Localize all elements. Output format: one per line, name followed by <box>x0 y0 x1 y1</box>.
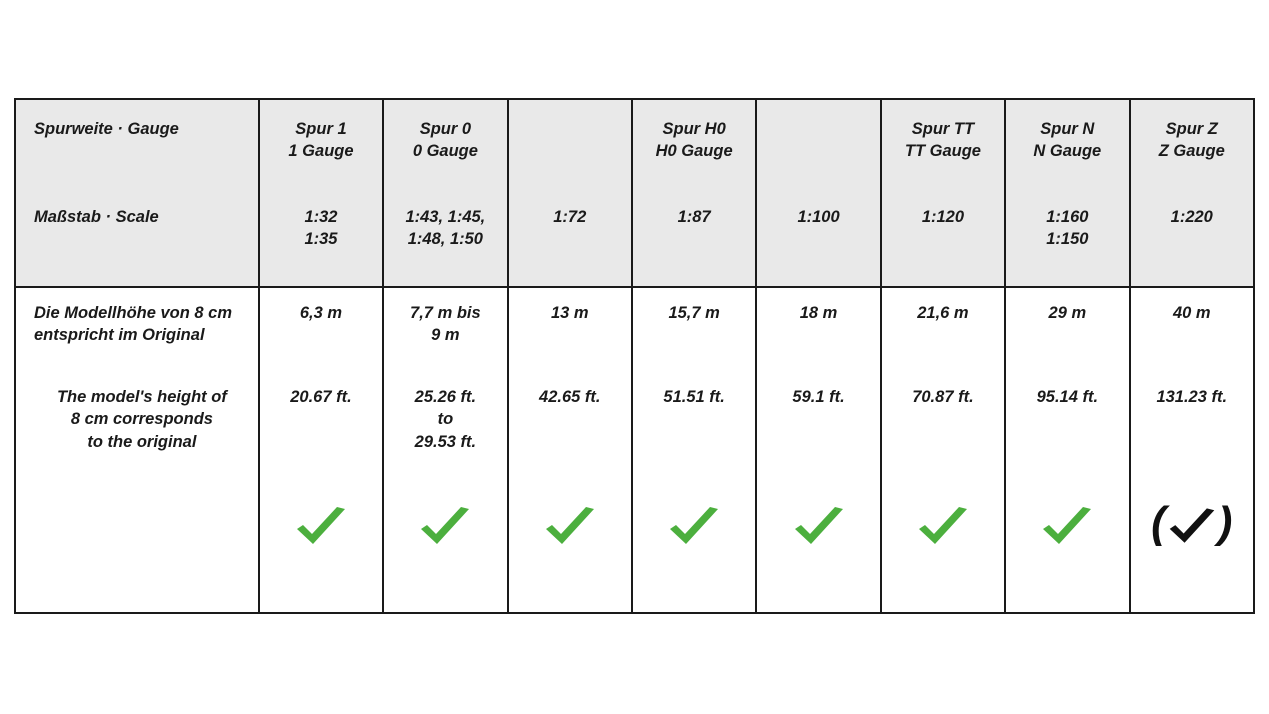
left-parenthesis: ( <box>1151 498 1166 547</box>
body-metric-2-line-1: 7,7 m bis <box>410 304 481 322</box>
body-imperial-2 <box>415 386 476 496</box>
header-gauge-name-de-6: Spur TT <box>911 120 975 138</box>
header-scale-values-7 <box>1046 206 1088 251</box>
header-gauge-names-7 <box>1033 118 1101 176</box>
header-gauge-name-de-2: Spur 0 <box>419 120 472 138</box>
body-cell-scale-1-100 <box>756 287 880 613</box>
header-gauge-name-de-1: Spur 1 <box>295 120 347 138</box>
body-metric-3 <box>551 302 589 386</box>
body-imperial-3 <box>539 386 600 496</box>
header-gauge-names-2 <box>413 118 478 176</box>
checkmark-green-icon-7 <box>1039 498 1095 556</box>
body-cell-gauge-h0 <box>632 287 756 613</box>
body-metric-4-line-1: 15,7 m <box>668 304 720 322</box>
header-cell-gauge-h0 <box>632 99 756 287</box>
header-scale-values-3 <box>553 206 586 228</box>
table-body-row <box>15 287 1254 613</box>
header-gauge-name-en-6: TT Gauge <box>904 142 981 161</box>
header-scale-line-2-1: 1:43, 1:45, <box>405 208 486 226</box>
header-scale-line-2-2: 1:48, 1:50 <box>407 230 483 249</box>
header-cell-scale-1-100 <box>756 99 880 287</box>
header-gauge-names-1 <box>288 118 353 176</box>
header-scale-line-1-1: 1:32 <box>304 208 338 226</box>
body-metric-4 <box>668 302 719 386</box>
header-scale-label: Maßstab · Scale <box>34 208 159 226</box>
body-imperial-7 <box>1037 386 1098 496</box>
body-label-de-line-2: entspricht im Original <box>34 326 205 345</box>
header-cell-gauge-0 <box>383 99 507 287</box>
header-cell-gauge-1 <box>259 99 383 287</box>
checkmark-black-parenthesized-icon-8 <box>1151 498 1232 556</box>
body-imperial-7-line-1: 95.14 ft. <box>1036 388 1099 406</box>
body-cell-gauge-z <box>1130 287 1254 613</box>
header-gauge-name-de-8: Spur Z <box>1165 120 1218 138</box>
body-imperial-1 <box>290 386 351 496</box>
header-cell-gauge-z <box>1130 99 1254 287</box>
body-cell-gauge-1 <box>259 287 383 613</box>
checkmark-green-icon-3 <box>542 498 598 556</box>
body-imperial-2-line-1: 25.26 ft. <box>414 388 477 406</box>
body-imperial-1-line-1: 20.67 ft. <box>290 388 352 406</box>
header-scale-values-2 <box>405 206 485 251</box>
body-imperial-8-line-1: 131.23 ft. <box>1156 388 1228 406</box>
body-label-de <box>34 302 232 386</box>
body-imperial-4 <box>663 386 724 496</box>
body-cell-gauge-n <box>1005 287 1129 613</box>
body-metric-5 <box>800 302 838 386</box>
body-metric-7-line-1: 29 m <box>1048 304 1087 322</box>
checkmark-black-icon <box>1166 506 1218 548</box>
body-metric-2-line-2: 9 m <box>431 326 460 345</box>
checkmark-green-icon-5 <box>791 498 847 556</box>
body-cell-gauge-0 <box>383 287 507 613</box>
body-label-en-line-3: to the original <box>87 432 197 451</box>
header-gauge-name-en-8: Z Gauge <box>1158 142 1225 161</box>
body-imperial-5-line-1: 59.1 ft. <box>792 388 845 406</box>
header-cell-gauge-tt <box>881 99 1005 287</box>
body-metric-6 <box>917 302 968 386</box>
body-label-de-line-1: Die Modellhöhe von 8 cm <box>34 304 233 322</box>
body-metric-8-line-1: 40 m <box>1172 304 1211 322</box>
body-cell-scale-1-72 <box>508 287 632 613</box>
gauge-scale-table <box>14 98 1255 614</box>
header-gauge-label: Spurweite · Gauge <box>34 120 179 138</box>
body-imperial-8 <box>1156 386 1227 496</box>
header-scale-line-1-2: 1:35 <box>304 230 338 249</box>
body-label-en-line-2: 8 cm corresponds <box>70 410 213 429</box>
header-gauge-name-en-7: N Gauge <box>1033 142 1102 161</box>
body-imperial-4-line-1: 51.51 ft. <box>663 388 725 406</box>
header-scale-values-4 <box>678 206 711 228</box>
body-imperial-5 <box>792 386 844 496</box>
checkmark-green-icon-1 <box>293 498 349 556</box>
body-imperial-3-line-1: 42.65 ft. <box>539 388 601 406</box>
checkmark-green-icon-2 <box>417 498 473 556</box>
header-gauge-names-4 <box>656 118 733 176</box>
body-cell-gauge-tt <box>881 287 1005 613</box>
header-gauge-names-8 <box>1159 118 1225 176</box>
body-metric-7 <box>1049 302 1087 386</box>
body-metric-3-line-1: 13 m <box>550 304 589 322</box>
header-cell-gauge-n <box>1005 99 1129 287</box>
header-gauge-name-en-1: 1 Gauge <box>288 142 354 161</box>
body-imperial-6 <box>912 386 973 496</box>
body-metric-2 <box>410 302 481 386</box>
table-header-row <box>15 99 1254 287</box>
body-metric-6-line-1: 21,6 m <box>917 304 969 322</box>
header-gauge-label-block <box>34 118 179 176</box>
right-parenthesis: ) <box>1217 498 1233 547</box>
header-gauge-names-6 <box>905 118 981 176</box>
header-cell-row-labels <box>15 99 259 287</box>
body-metric-1-line-1: 6,3 m <box>299 304 343 322</box>
header-gauge-name-en-2: 0 Gauge <box>412 142 478 161</box>
header-scale-line-5-1: 1:100 <box>797 208 840 226</box>
checkmark-green-icon-4 <box>666 498 722 556</box>
body-imperial-2-line-3: 29.53 ft. <box>414 432 477 451</box>
header-scale-line-8-1: 1:220 <box>1170 208 1213 226</box>
header-scale-line-6-1: 1:120 <box>921 208 965 226</box>
header-scale-values-5 <box>797 206 839 228</box>
header-scale-line-3-1: 1:72 <box>553 208 587 226</box>
header-scale-values-6 <box>922 206 964 228</box>
gauge-scale-table-wrapper <box>14 98 1255 614</box>
header-scale-values-1 <box>304 206 337 251</box>
header-scale-label-block <box>34 206 159 228</box>
body-imperial-2-line-2: to <box>437 410 454 429</box>
body-cell-row-label <box>15 287 259 613</box>
body-metric-8 <box>1173 302 1211 386</box>
checkmark-green-icon-6 <box>915 498 971 556</box>
body-label-en-line-1: The model's height of <box>56 388 227 406</box>
body-metric-5-line-1: 18 m <box>799 304 838 322</box>
header-gauge-name-de-7: Spur N <box>1040 120 1095 138</box>
header-scale-line-7-1: 1:160 <box>1046 208 1089 226</box>
body-metric-1 <box>300 302 342 386</box>
header-scale-line-4-1: 1:87 <box>677 208 711 226</box>
body-label-en <box>34 386 250 496</box>
body-imperial-6-line-1: 70.87 ft. <box>912 388 974 406</box>
header-scale-line-7-2: 1:150 <box>1046 230 1089 249</box>
header-gauge-name-de-4: Spur H0 <box>662 120 726 138</box>
header-gauge-name-en-4: H0 Gauge <box>655 142 733 161</box>
header-scale-values-8 <box>1171 206 1213 228</box>
header-cell-scale-1-72 <box>508 99 632 287</box>
